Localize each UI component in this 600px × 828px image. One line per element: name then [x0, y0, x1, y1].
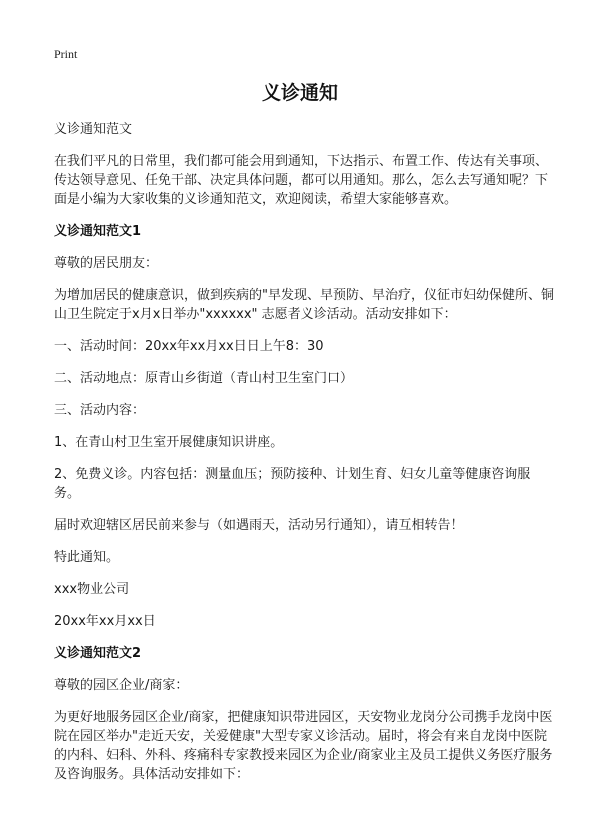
doc-subtitle: 义诊通知范文	[54, 122, 133, 137]
section1-body: 为增加居民的健康意识，做到疾病的"早发现、早预防、早治疗，仪征市妇幼保健所、铜山卫生院定于x月x日举办"xxxxxx" 志愿者义诊活动。活动安排如下：	[54, 288, 554, 322]
section1-item-lecture: 1、在青山村卫生室开展健康知识讲座。	[54, 435, 284, 450]
section1-org: xxx物业公司	[54, 582, 130, 597]
intro-paragraph: 在我们平凡的日常里，我们都可能会用到通知，下达指示、布置工作、传达有关事项、传达领导意见、任免干部、决定具体问题，都可以用通知。那么，怎么去写通知呢？下面是小编为大家收集的义诊通知范文，欢迎阅读，希望大家能够喜欢。	[54, 154, 549, 207]
section1-notice: 特此通知。	[54, 550, 120, 565]
document-body	[54, 120, 554, 784]
section1-heading: 义诊通知范文1	[54, 224, 142, 239]
print-link[interactable]: Print	[54, 47, 78, 61]
section1-date: 20xx年xx月xx日	[54, 614, 156, 629]
section2-heading: 义诊通知范文2	[54, 646, 142, 661]
section2-greeting: 尊敬的园区企业/商家：	[54, 678, 189, 693]
section1-item-clinic: 2、免费义诊。内容包括：测量血压；预防接种、计划生育、妇女儿童等健康咨询服务。	[54, 467, 531, 501]
section1-closing: 届时欢迎辖区居民前来参与（如遇雨天，活动另行通知），请互相转告！	[54, 518, 464, 533]
section1-item-content: 三、活动内容：	[54, 403, 146, 418]
page-title: 义诊通知	[261, 82, 338, 104]
section1-item-time: 一、活动时间：20xx年xx月xx日日上午8：30	[54, 339, 324, 354]
section1-item-place: 二、活动地点：原青山乡街道（青山村卫生室门口）	[54, 371, 354, 386]
section2-body: 为更好地服务园区企业/商家，把健康知识带进园区，天安物业龙岗分公司携手龙岗中医院在园区举办"走近天安，关爱健康"大型专家义诊活动。届时，将会有来自龙岗中医院的内科、妇科、外科、疼痛科专家教授来园区为企业/商家业主及员工提供义务医疗服务及咨询服务。具体活动安排如下：	[54, 710, 553, 782]
section1-greeting: 尊敬的居民朋友：	[54, 256, 159, 271]
